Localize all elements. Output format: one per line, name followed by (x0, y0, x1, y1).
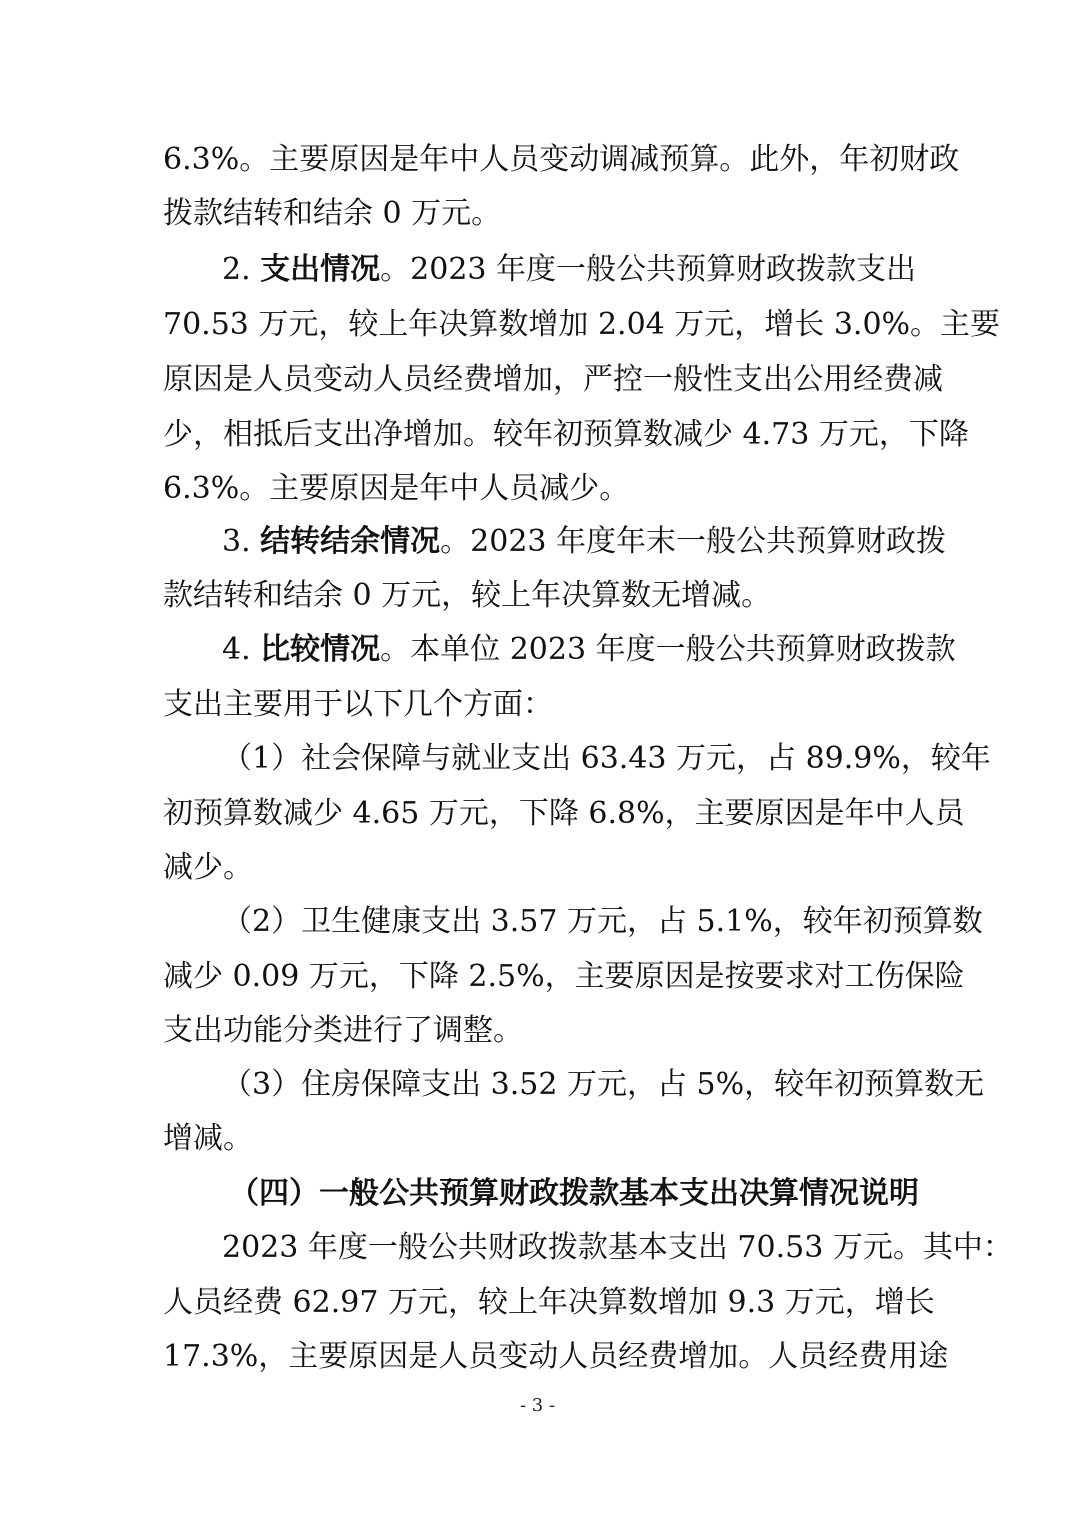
paragraph-comparison-first-line (222, 630, 956, 670)
page-number: - 3 - (519, 1395, 556, 1416)
text-line: 70.53 万元，较上年决算数增加 2.04 万元，增长 3.0%。主要 (163, 307, 1001, 342)
text-run: 。2023 年度一般公共预算财政拨款支出 (380, 252, 917, 287)
text-line: 6.3%。主要原因是年中人员减少。 (163, 471, 630, 506)
text-line: 少，相抵后支出净增加。较年初预算数减少 4.73 万元，下降 (163, 417, 969, 452)
list-item-3-first-line: （3）住房保障支出 3.52 万元，占 5%，较年初预算数无 (222, 1067, 985, 1102)
text-line: 支出功能分类进行了调整。 (163, 1013, 523, 1048)
text-line: 初预算数减少 4.65 万元，下降 6.8%，主要原因是年中人员 (163, 796, 965, 831)
text-line: 6.3%。主要原因是年中人员变动调减预算。此外，年初财政 (163, 142, 960, 177)
text-run: 。2023 年度年末一般公共预算财政拨 (440, 524, 947, 559)
paragraph-heading: 结转结余情况 (260, 524, 441, 559)
text-line: 原因是人员变动人员经费增加，严控一般性支出公用经费减 (163, 362, 943, 397)
paragraph-expenditure-first-line (222, 250, 917, 290)
paragraph-heading: 支出情况 (260, 252, 381, 287)
text-line: 支出主要用于以下几个方面： (163, 687, 553, 722)
paragraph-basic-first-line: 2023 年度一般公共财政拨款基本支出 70.53 万元。其中： (222, 1230, 1013, 1265)
item-number: 3. (222, 524, 251, 559)
text-line: 减少。 (163, 850, 253, 885)
text-line: 减少 0.09 万元，下降 2.5%，主要原因是按要求对工伤保险 (163, 959, 965, 994)
text-line: 17.3%，主要原因是人员变动人员经费增加。人员经费用途 (163, 1339, 949, 1374)
item-number: 2. (222, 252, 251, 287)
item-number: 4. (222, 632, 251, 667)
section-title: （四）一般公共预算财政拨款基本支出决算情况说明 (229, 1176, 919, 1211)
text-line: 人员经费 62.97 万元，较上年决算数增加 9.3 万元，增长 (163, 1285, 935, 1320)
text-line: 增减。 (163, 1121, 253, 1156)
text-run: 。本单位 2023 年度一般公共预算财政拨款 (380, 632, 956, 667)
paragraph-heading: 比较情况 (260, 632, 381, 667)
text-line: 款结转和结余 0 万元，较上年决算数无增减。 (163, 578, 772, 613)
paragraph-carryover-first-line (222, 522, 947, 562)
text-line: 拨款结转和结余 0 万元。 (163, 196, 502, 231)
list-item-2-first-line: （2）卫生健康支出 3.57 万元，占 5.1%，较年初预算数 (222, 904, 983, 939)
list-item-1-first-line: （1）社会保障与就业支出 63.43 万元，占 89.9%，较年 (222, 741, 991, 776)
